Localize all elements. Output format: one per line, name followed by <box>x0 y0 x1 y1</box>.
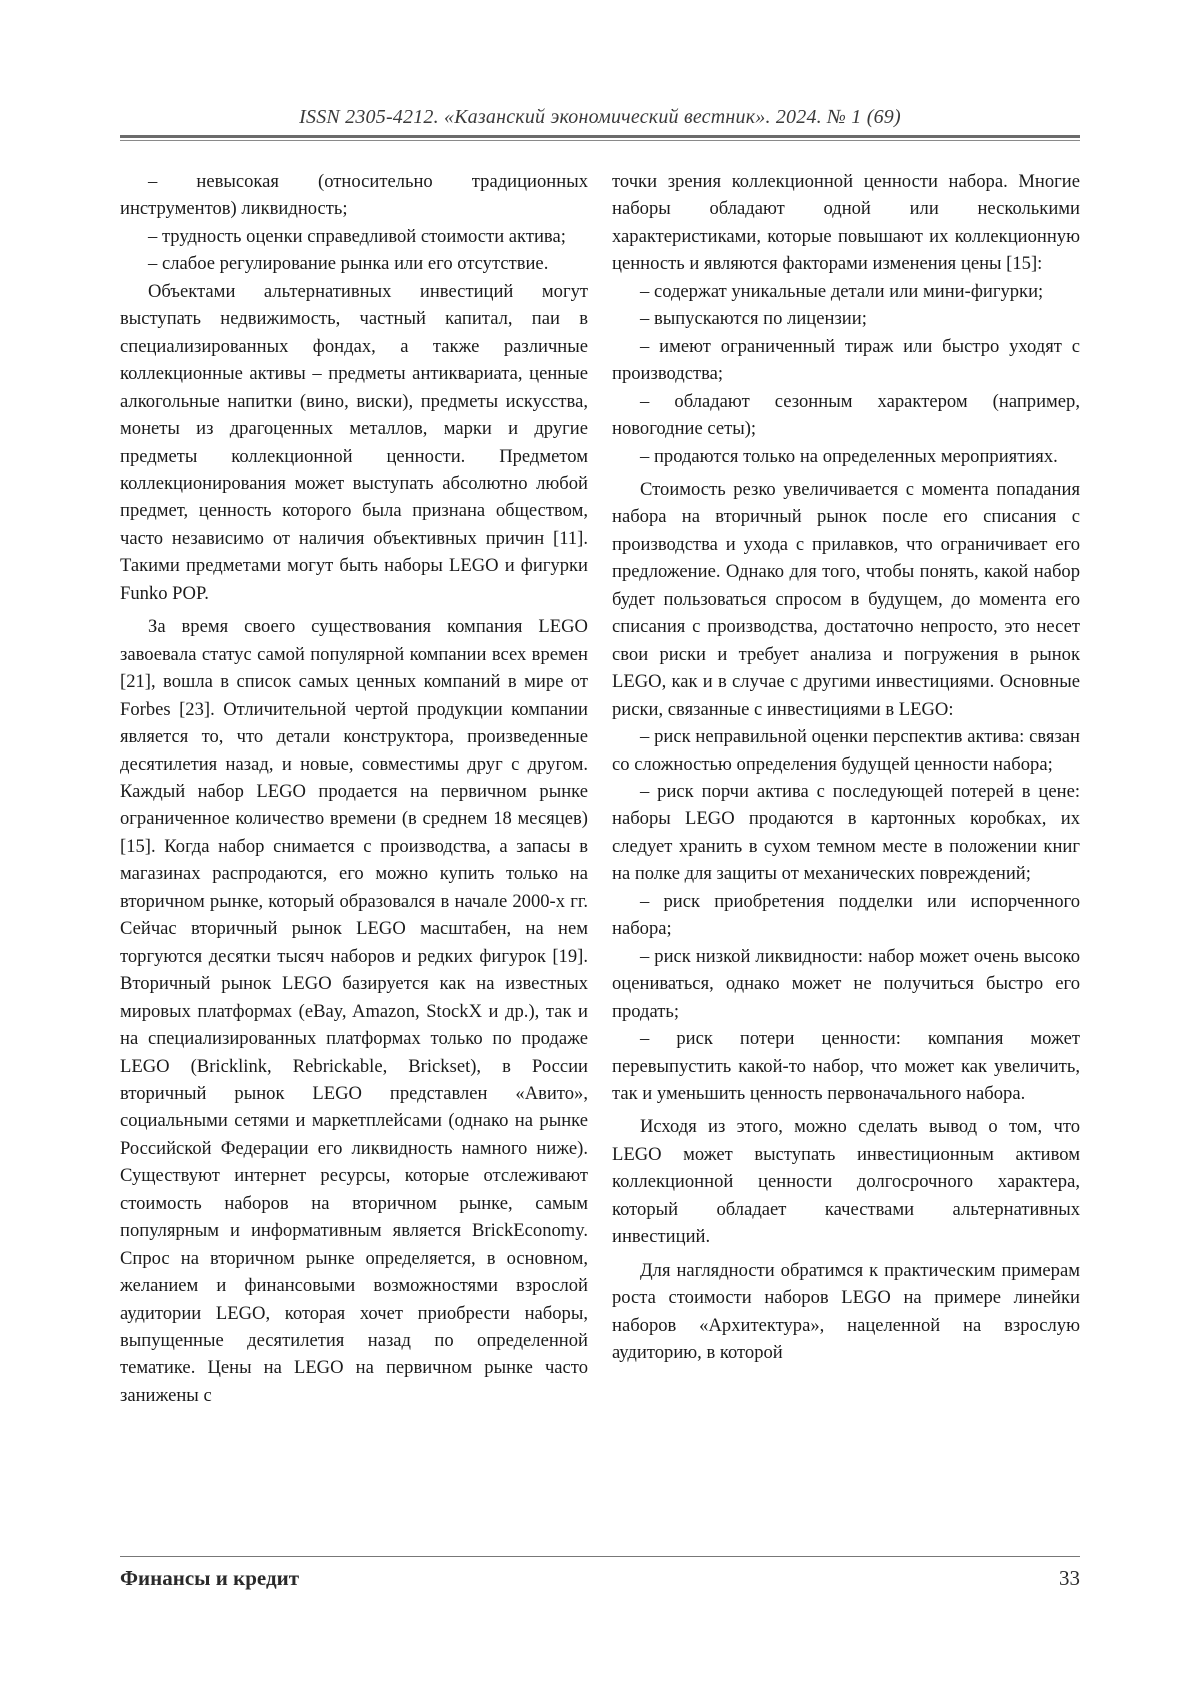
paragraph: – невысокая (относительно традиционных инструментов) ликвидность; <box>120 171 588 220</box>
right-column <box>612 168 1080 1366</box>
running-head: ISSN 2305-4212. «Казанский экономический вестник». 2024. № 1 (69) <box>299 106 901 128</box>
list-item: – риск неправильной оценки перспектив актива: связан со сложностью определения будущей ценности набора; <box>612 726 1080 775</box>
header-rule-thin <box>120 140 1080 141</box>
list-item: – содержат уникальные детали или мини-фигурки; <box>640 280 1044 302</box>
paragraph: Исходя из этого, можно сделать вывод о том, что LEGO может выступать инвестиционным активом коллекционной ценности долгосрочного характера, который обладает качествами альтернативных инвестиций. <box>612 1116 1080 1248</box>
footer-rule <box>120 1556 1080 1557</box>
list-item: – риск потери ценности: компания может перевыпустить какой-то набор, что может как увеличить, так и уменьшить ценность первоначального набора. <box>612 1028 1080 1104</box>
paragraph: Для наглядности обратимся к практическим примерам роста стоимости наборов LEGO на примере линейки наборов «Архитектура», нацеленной на взрослую аудиторию, в которой <box>612 1259 1080 1364</box>
paragraph: точки зрения коллекционной ценности набора. Многие наборы обладают одной или несколькими характеристиками, которые повышают их коллекционную ценность и являются факторами изменения цены [15]: <box>612 171 1080 275</box>
list-item: – продаются только на определенных мероприятиях. <box>640 445 1058 467</box>
list-item: – риск порчи актива с последующей потерей в цене: наборы LEGO продаются в картонных коробках, их следует хранить в сухом темном месте в положении книг на полке для защиты от механических повреждений; <box>612 780 1080 885</box>
list-item: – риск низкой ликвидности: набор может очень высоко оцениваться, однако может не получиться быстро его продать; <box>612 945 1080 1022</box>
paragraph: – слабое регулирование рынка или его отсутствие. <box>148 253 549 275</box>
list-item: – имеют ограниченный тираж или быстро уходят с производства; <box>612 335 1080 385</box>
left-column <box>120 168 588 1409</box>
journal-section-title: Финансы и кредит <box>120 1566 300 1590</box>
paragraph: За время своего существования компания LEGO завоевала статус самой популярной компании всех времен [21], вошла в список самых ценных компаний в мире от Forbes [23]. Отличительной чертой продукции компании является то, что детали конструктора, произведенные десятилетия назад, и новые, совместимы друг с другом. Каждый набор LEGO продается на первичном рынке ограниченное количество времени (в среднем 18 месяцев) [15]. Когда набор снимается с производства, а запасы в магазинах распродаются, его можно купить только на вторичном рынке, который образовался в начале 2000-х гг. Сейчас вторичный рынок LEGO масштабен, на нем торгуются десятки тысяч наборов и редких фигурок [19]. Вторичный рынок LEGO базируется как на известных мировых платформах (eBay, Amazon, StockX и др.), так и на специализированных платформах только по продаже LEGO (Bricklink, Rebrickable, Brickset), в России вторичный рынок LEGO представлен «Авито», социальными сетями и маркетплейсами (однако на рынке Российской Федерации его ликвидность намного ниже). Существуют интернет ресурсы, которые отслеживают стоимость наборов на вторичном рынке, самым популярным и информативным является BrickEconomy. Спрос на вторичном рынке определяется, в основном, желанием и финансовыми возможностями взрослой аудитории LEGO, которая хочет приобрести наборы, выпущенные десятилетия назад по определенной тематике. Цены на LEGO на первичном рынке часто занижены с <box>120 616 588 1406</box>
paragraph: Стоимость резко увеличивается с момента попадания набора на вторичный рынок после его списания с производства и ухода с прилавков, что ограничивает его предложение. Однако для того, чтобы понять, какой набор будет пользоваться спросом в будущем, до момента его списания с производства, достаточно непросто, это несет свои риски и требует анализа и погружения в рынок LEGO, как и в случае с другими инвестициями. Основные риски, связанные с инвестициями в LEGO: <box>612 478 1080 720</box>
page-number: 33 <box>1059 1566 1080 1590</box>
list-item: – обладают сезонным характером (например, новогодние сеты); <box>612 390 1080 440</box>
paragraph: – трудность оценки справедливой стоимости актива; <box>148 225 566 247</box>
paragraph: Объектами альтернативных инвестиций могут выступать недвижимость, частный капитал, паи в специализированных фондах, а также различные коллекционные активы – предметы антиквариата, ценные алкогольные напитки (вино, виски), предметы искусства, монеты из драгоценных металлов, марки и другие предметы коллекционной ценности. Предметом коллекционирования может выступать абсолютно любой предмет, ценность которого была признана обществом, часто независимо от наличия объективных причин [11]. Такими предметами могут быть наборы LEGO и фигурки Funko POP. <box>120 280 588 604</box>
header-rule <box>120 135 1080 138</box>
list-item: – выпускаются по лицензии; <box>640 308 867 330</box>
list-item: – риск приобретения подделки или испорченного набора; <box>612 890 1080 940</box>
